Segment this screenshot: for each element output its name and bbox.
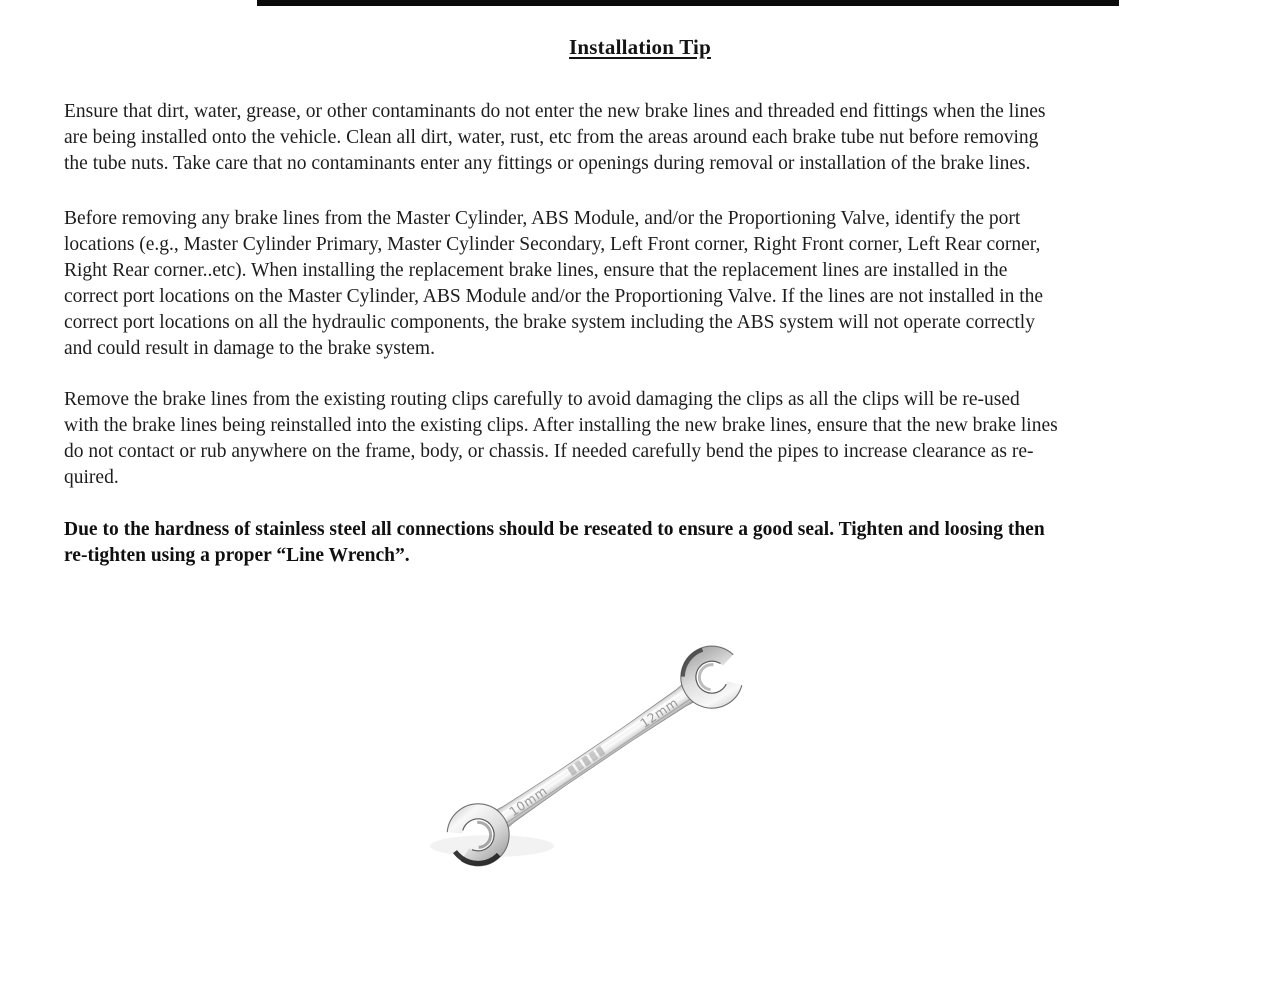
size-stamp-10mm: 10mm <box>506 782 551 820</box>
page-title: Installation Tip <box>569 35 711 59</box>
paragraph-line-wrench-warning <box>64 517 1224 569</box>
flare-nut-wrench-image <box>430 634 760 878</box>
wrench-head-10mm <box>430 774 539 878</box>
text-line: do not contact or rub anywhere on the frame, body, or chassis. If needed carefully bend the pipes to increase clearance as re- <box>64 441 1034 462</box>
text-line: with the brake lines being reinstalled into the existing clips. After installing the new brake lines, ensure that the new brake lines <box>64 415 1058 436</box>
text-line: Ensure that dirt, water, grease, or other contaminants do not enter the new brake lines and threaded end fittings when the lines <box>64 101 1046 122</box>
text-line: and could result in damage to the brake system. <box>64 338 435 359</box>
size-stamp-12mm: 12mm <box>637 694 681 731</box>
text-line: locations (e.g., Master Cylinder Primary, Master Cylinder Secondary, Left Front corner, Right Front corner, Left Rear corner, <box>64 234 1041 255</box>
wrench-photo <box>430 634 760 878</box>
text-line: Before removing any brake lines from the Master Cylinder, ABS Module, and/or the Proportioning Valve, identify the port <box>64 208 1021 229</box>
paragraph-port-locations <box>64 206 1224 362</box>
text-line: correct port locations on the Master Cylinder, ABS Module and/or the Proportioning Valve. If the lines are not installed in the <box>64 286 1044 307</box>
wrench-head-12mm <box>651 634 760 738</box>
text-line: the tube nuts. Take care that no contaminants enter any fittings or openings during removal or installation of the brake lines. <box>64 153 1031 174</box>
paragraph-contaminants <box>64 99 1224 177</box>
text-line: are being installed onto the vehicle. Clean all dirt, water, rust, etc from the areas around each brake tube nut before removing <box>64 127 1039 148</box>
text-line: correct port locations on all the hydraulic components, the brake system including the ABS system will not operate correctly <box>64 312 1035 333</box>
top-cropped-bar <box>257 0 1119 6</box>
text-line: re-tighten using a proper “Line Wrench”. <box>64 545 410 566</box>
text-line: Remove the brake lines from the existing routing clips carefully to avoid damaging the clips as all the clips will be re-used <box>64 389 1020 410</box>
paragraph-routing-clips <box>64 387 1224 491</box>
text-line: quired. <box>64 467 119 488</box>
text-line: Right Rear corner..etc). When installing the replacement brake lines, ensure that the replacement lines are installed in the <box>64 260 1008 281</box>
text-line: Due to the hardness of stainless steel all connections should be reseated to ensure a good seal. Tighten and loosing then <box>64 519 1045 540</box>
